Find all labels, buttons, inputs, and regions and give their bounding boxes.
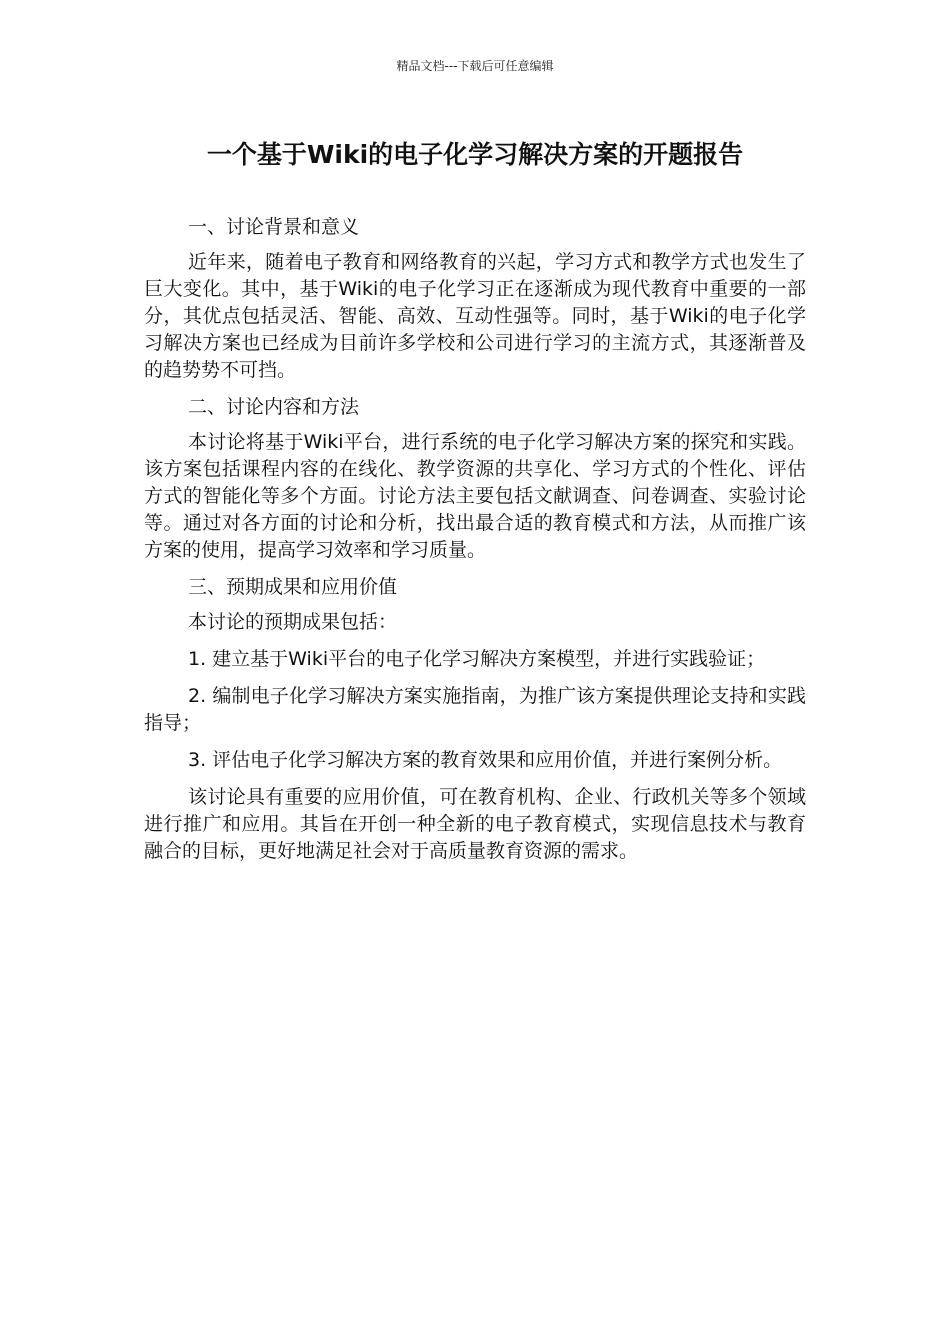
list-item-result-3: 3. 评估电子化学习解决方案的教育效果和应用价值，并进行案例分析。 — [188, 749, 783, 771]
paragraph-application-value: 该讨论具有重要的应用价值，可在教育机构、企业、行政机关等多个领域进行推广和应用。其旨在开创一种全新的电子教育模式，实现信息技术与教育融合的目标，更好地满足社会对于高质量教育资源的需求。 — [144, 786, 806, 862]
document-body — [144, 214, 806, 875]
paragraph-content-methods: 本讨论将基于Wiki平台，进行系统的电子化学习解决方案的探究和实践。该方案包括课程内容的在线化、教学资源的共享化、学习方式的个性化、评估方式的智能化等多个方面。讨论方法主要包括文献调查、问卷调查、实验讨论等。通过对各方面的讨论和分析，找出最合适的教育模式和方法，从而推广该方案的使用，提高学习效率和学习质量。 — [144, 431, 806, 561]
section-heading-expected-results: 三、预期成果和应用价值 — [188, 576, 398, 598]
header-note: 精品文档---下载后可任意编辑 — [396, 59, 554, 73]
section-heading-background: 一、讨论背景和意义 — [188, 216, 360, 238]
paragraph-background: 近年来，随着电子教育和网络教育的兴起，学习方式和教学方式也发生了巨大变化。其中，基于Wiki的电子化学习正在逐渐成为现代教育中重要的一部分，其优点包括灵活、智能、高效、互动性强等。同时，基于Wiki的电子化学习解决方案也已经成为目前许多学校和公司进行学习的主流方式，其逐渐普及的趋势势不可挡。 — [144, 251, 806, 381]
section-heading-content-methods: 二、讨论内容和方法 — [188, 396, 360, 418]
document-title: 一个基于Wiki的电子化学习解决方案的开题报告 — [206, 140, 744, 169]
list-item-result-1: 1. 建立基于Wiki平台的电子化学习解决方案模型，并进行实践验证； — [188, 648, 766, 670]
paragraph-expected-intro: 本讨论的预期成果包括： — [188, 611, 398, 633]
list-item-result-2: 2. 编制电子化学习解决方案实施指南，为推广该方案提供理论支持和实践指导； — [144, 685, 806, 734]
